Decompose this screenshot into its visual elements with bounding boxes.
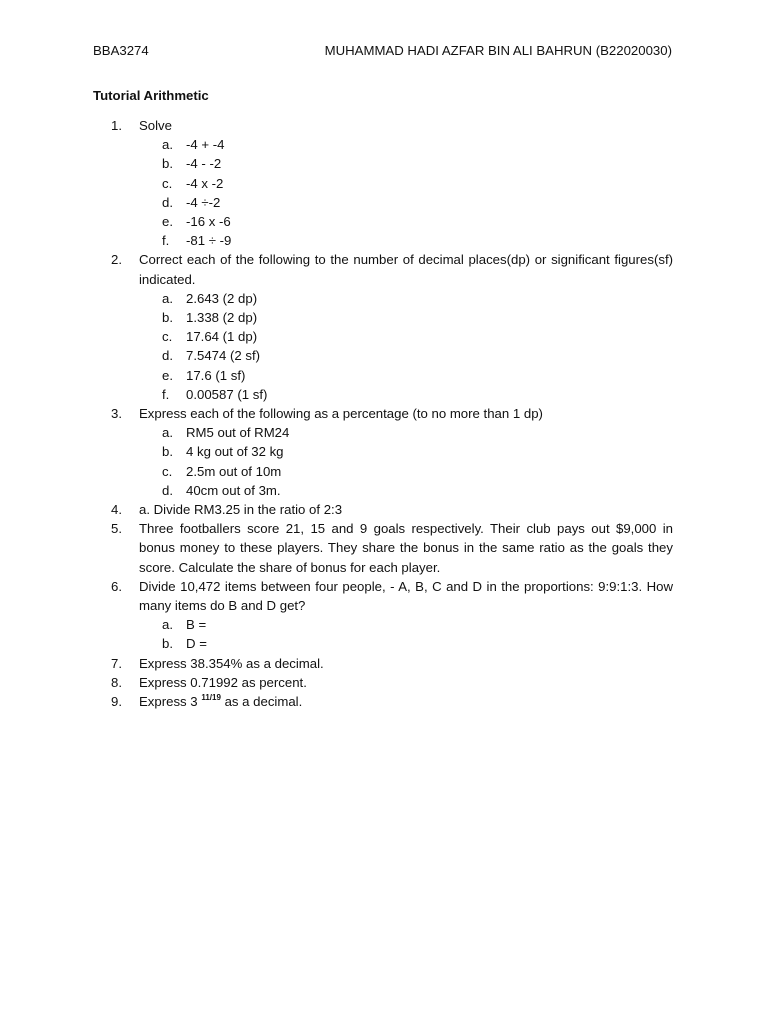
question-item <box>93 692 673 711</box>
sub-question-item <box>93 289 673 308</box>
question-text: Express 38.354% as a decimal. <box>139 655 324 671</box>
question-number: 5. <box>111 521 122 537</box>
sub-question-text: -4 x -2 <box>186 175 224 191</box>
sub-question-letter: a. <box>162 290 173 306</box>
sub-question-text: 2.643 (2 dp) <box>186 290 258 306</box>
course-code: BBA3274 <box>93 43 149 58</box>
student-name: MUHAMMAD HADI AZFAR BIN ALI BAHRUN (B22020030) <box>324 43 672 58</box>
sub-question-letter: b. <box>162 310 173 326</box>
question-text <box>139 692 673 711</box>
sub-question-text: -4 - -2 <box>186 156 222 172</box>
question-number: 9. <box>111 694 122 710</box>
sub-question-letter: f. <box>162 386 170 402</box>
sub-question-item <box>93 442 673 461</box>
sub-question-item <box>93 327 673 346</box>
question-number: 8. <box>111 674 122 690</box>
sub-question-item <box>93 385 673 404</box>
sub-question-text: 17.64 (1 dp) <box>186 329 258 345</box>
sub-question-item <box>93 308 673 327</box>
question-item <box>93 500 673 519</box>
sub-question-letter: b. <box>162 156 173 172</box>
sub-question-text: B = <box>186 617 207 633</box>
question-item <box>93 654 673 673</box>
sub-question-text: RM5 out of RM24 <box>186 425 290 441</box>
sub-question-item <box>93 462 673 481</box>
sub-question-text: 17.6 (1 sf) <box>186 367 246 383</box>
sub-question-item <box>93 174 673 193</box>
sub-question-text: 0.00587 (1 sf) <box>186 386 268 402</box>
sub-question-item <box>93 193 673 212</box>
sub-question-letter: f. <box>162 233 170 249</box>
question-number: 7. <box>111 655 122 671</box>
sub-question-item <box>93 346 673 365</box>
question-text: a. Divide RM3.25 in the ratio of 2:3 <box>139 502 343 518</box>
question-text: Three footballers score 21, 15 and 9 goals respectively. Their club pays out $9,000 in bonus money to these players. They share the bonus in the same ratio as the goals they score. Calculate the share of bonus for each player. <box>139 521 673 575</box>
question-item <box>93 250 673 288</box>
sub-question-item <box>93 212 673 231</box>
sub-question-text: 7.5474 (2 sf) <box>186 348 261 364</box>
sub-question-item <box>93 615 673 634</box>
sub-question-letter: b. <box>162 444 173 460</box>
sub-question-letter: e. <box>162 367 173 383</box>
sub-question-item <box>93 135 673 154</box>
sub-question-letter: a. <box>162 137 173 153</box>
sub-question-item <box>93 154 673 173</box>
question-item <box>93 577 673 615</box>
q9-fraction: 11/19 <box>201 693 221 703</box>
sub-question-text: -4 + -4 <box>186 137 225 153</box>
page-title: Tutorial Arithmetic <box>93 88 209 103</box>
sub-question-item <box>93 366 673 385</box>
sub-question-item <box>93 481 673 500</box>
sub-question-text: -16 x -6 <box>186 214 231 230</box>
question-item <box>93 519 673 577</box>
sub-question-letter: e. <box>162 214 173 230</box>
sub-question-letter: d. <box>162 482 173 498</box>
sub-question-text: 1.338 (2 dp) <box>186 310 258 326</box>
question-item <box>93 673 673 692</box>
sub-question-text: 40cm out of 3m. <box>186 482 281 498</box>
question-item <box>93 404 673 423</box>
question-text: Divide 10,472 items between four people, - A, B, C and D in the proportions: 9:9:1:3. How many items do B and D get? <box>139 578 673 614</box>
question-number: 2. <box>111 252 122 268</box>
sub-question-item <box>93 423 673 442</box>
q9-prefix: Express 3 <box>139 694 198 710</box>
question-number: 3. <box>111 406 122 422</box>
sub-question-text: -4 ÷-2 <box>186 194 221 210</box>
question-text: Express each of the following as a percentage (to no more than 1 dp) <box>139 406 543 422</box>
question-list <box>93 116 673 711</box>
sub-question-item <box>93 634 673 653</box>
sub-question-text: D = <box>186 636 207 652</box>
sub-question-letter: a. <box>162 617 173 633</box>
sub-question-item <box>93 231 673 250</box>
sub-question-text: 4 kg out of 32 kg <box>186 444 284 460</box>
sub-question-letter: a. <box>162 425 173 441</box>
page-header <box>93 42 672 60</box>
question-number: 4. <box>111 502 122 518</box>
sub-question-text: -81 ÷ -9 <box>186 233 232 249</box>
question-text: Solve <box>139 118 172 133</box>
sub-question-letter: d. <box>162 348 173 364</box>
sub-question-letter: c. <box>162 175 173 191</box>
question-item <box>93 116 673 135</box>
question-text: Correct each of the following to the number of decimal places(dp) or significant figures(sf) indicated. <box>139 252 673 287</box>
question-text: Express 0.71992 as percent. <box>139 674 307 690</box>
sub-question-letter: c. <box>162 329 173 345</box>
sub-question-letter: b. <box>162 636 173 652</box>
sub-question-text: 2.5m out of 10m <box>186 463 282 479</box>
question-number: 1. <box>111 118 122 133</box>
sub-question-letter: c. <box>162 463 173 479</box>
q9-suffix: as a decimal. <box>224 694 303 710</box>
question-number: 6. <box>111 578 122 594</box>
sub-question-letter: d. <box>162 194 173 210</box>
